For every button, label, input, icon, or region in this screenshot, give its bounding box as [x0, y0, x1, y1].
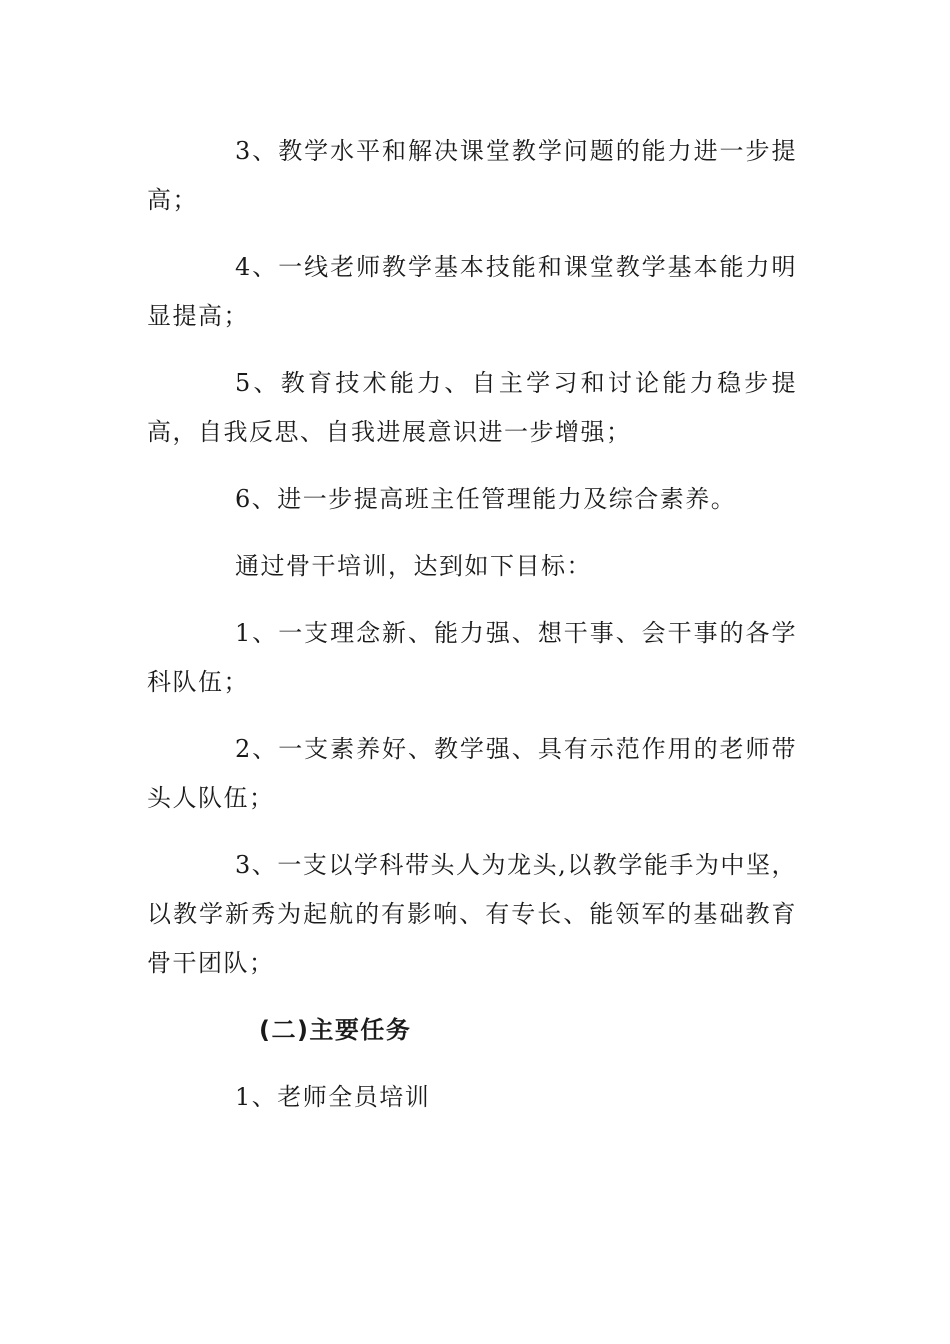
paragraph-basic-skills: 4、一线老师教学基本技能和课堂教学基本能力明显提高；	[147, 253, 797, 330]
document-body	[147, 127, 797, 1140]
paragraph-goal-3: 3、一支以学科带头人为龙头,以教学能手为中坚，以教学新秀为起航的有影响、有专长、能领军的基础教育骨干团队；	[147, 851, 797, 977]
paragraph-teaching-level: 3、教学水平和解决课堂教学问题的能力进一步提高；	[147, 137, 797, 214]
section-heading: (二)主要任务	[259, 1016, 412, 1044]
paragraph-class-teacher: 6、进一步提高班主任管理能力及综合素养。	[235, 485, 737, 513]
paragraph-tech-ability: 5、教育技术能力、自主学习和讨论能力稳步提高，自我反思、自我进展意识进一步增强；	[147, 369, 797, 446]
paragraph-task-1: 1、老师全员培训	[235, 1083, 431, 1111]
paragraph-goals-intro: 通过骨干培训，达到如下目标：	[235, 552, 592, 580]
paragraph-goal-2: 2、一支素养好、教学强、具有示范作用的老师带头人队伍；	[147, 735, 797, 812]
paragraph-goal-1: 1、一支理念新、能力强、想干事、会干事的各学科队伍；	[147, 619, 797, 696]
